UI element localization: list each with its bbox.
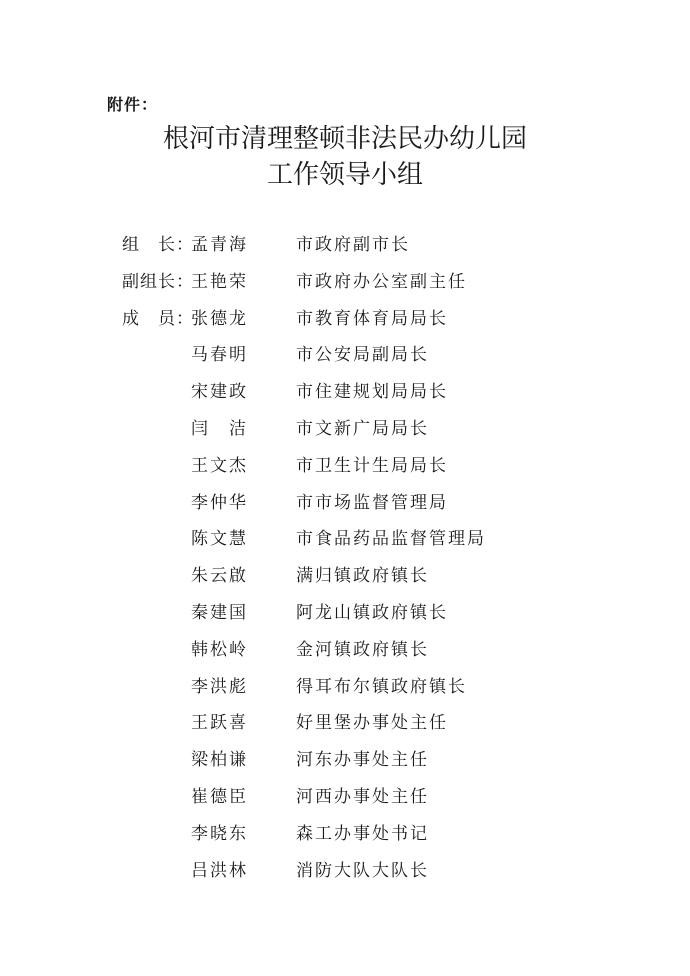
member-row [0, 739, 690, 776]
member-position: 消防大队大队长 [296, 860, 429, 881]
member-role: 组 长： [122, 235, 194, 255]
member-row [0, 702, 690, 739]
member-row [0, 629, 690, 666]
member-row [0, 298, 690, 335]
member-position: 市文新广局局长 [296, 418, 429, 439]
member-row [0, 261, 690, 298]
document-title-line-1: 根河市清理整顿非法民办幼儿园 [162, 124, 527, 154]
member-position: 河东办事处主任 [296, 750, 429, 771]
member-position: 市教育体育局局长 [296, 308, 448, 329]
member-name: 李晓东 [191, 823, 248, 844]
member-row [0, 850, 690, 887]
member-position: 市政府办公室副主任 [296, 271, 467, 292]
member-role: 成 员： [122, 308, 194, 329]
member-position: 森工办事处书记 [296, 823, 429, 844]
member-name: 王跃喜 [191, 713, 248, 734]
member-position: 得耳布尔镇政府镇长 [296, 676, 467, 697]
member-position: 市食品药品监督管理局 [296, 529, 486, 550]
member-name: 吕洪林 [191, 860, 248, 881]
member-name: 韩松岭 [191, 639, 248, 660]
member-name: 朱云啟 [191, 566, 248, 587]
attachment-label: 附件： [107, 95, 159, 114]
member-name: 王艳荣 [191, 271, 248, 292]
member-roster [0, 224, 690, 886]
member-row [0, 334, 690, 371]
member-position: 市公安局副局长 [296, 345, 429, 366]
member-position: 好里堡办事处主任 [296, 713, 448, 734]
member-position: 满归镇政府镇长 [296, 566, 429, 587]
member-name: 王文杰 [191, 455, 248, 476]
member-name: 李洪彪 [191, 676, 248, 697]
member-name: 梁柏谦 [191, 750, 248, 771]
member-row [0, 224, 690, 261]
member-row [0, 371, 690, 408]
member-name: 张德龙 [191, 308, 248, 329]
member-row [0, 555, 690, 592]
member-name: 宋建政 [191, 382, 248, 403]
member-name: 孟青海 [191, 235, 248, 255]
document-title-line-2: 工作领导小组 [266, 160, 423, 190]
member-position: 市政府副市长 [296, 235, 410, 255]
member-name: 李仲华 [191, 492, 248, 513]
member-position: 阿龙山镇政府镇长 [296, 602, 448, 623]
member-name: 马春明 [191, 345, 248, 366]
member-row [0, 408, 690, 445]
member-row [0, 592, 690, 629]
member-position: 金河镇政府镇长 [296, 639, 429, 660]
member-row [0, 482, 690, 519]
member-row [0, 445, 690, 482]
member-row [0, 776, 690, 813]
member-position: 河西办事处主任 [296, 786, 429, 807]
member-name: 秦建国 [191, 602, 248, 623]
member-position: 市市场监督管理局 [296, 492, 448, 513]
member-position: 市卫生计生局局长 [296, 455, 448, 476]
member-name: 陈文慧 [191, 529, 248, 550]
member-row [0, 666, 690, 703]
member-role: 副组长： [122, 271, 194, 292]
member-row [0, 813, 690, 850]
member-row [0, 518, 690, 555]
member-position: 市住建规划局局长 [296, 382, 448, 403]
member-name: 崔德臣 [191, 786, 248, 807]
member-name: 闫 洁 [191, 418, 248, 439]
